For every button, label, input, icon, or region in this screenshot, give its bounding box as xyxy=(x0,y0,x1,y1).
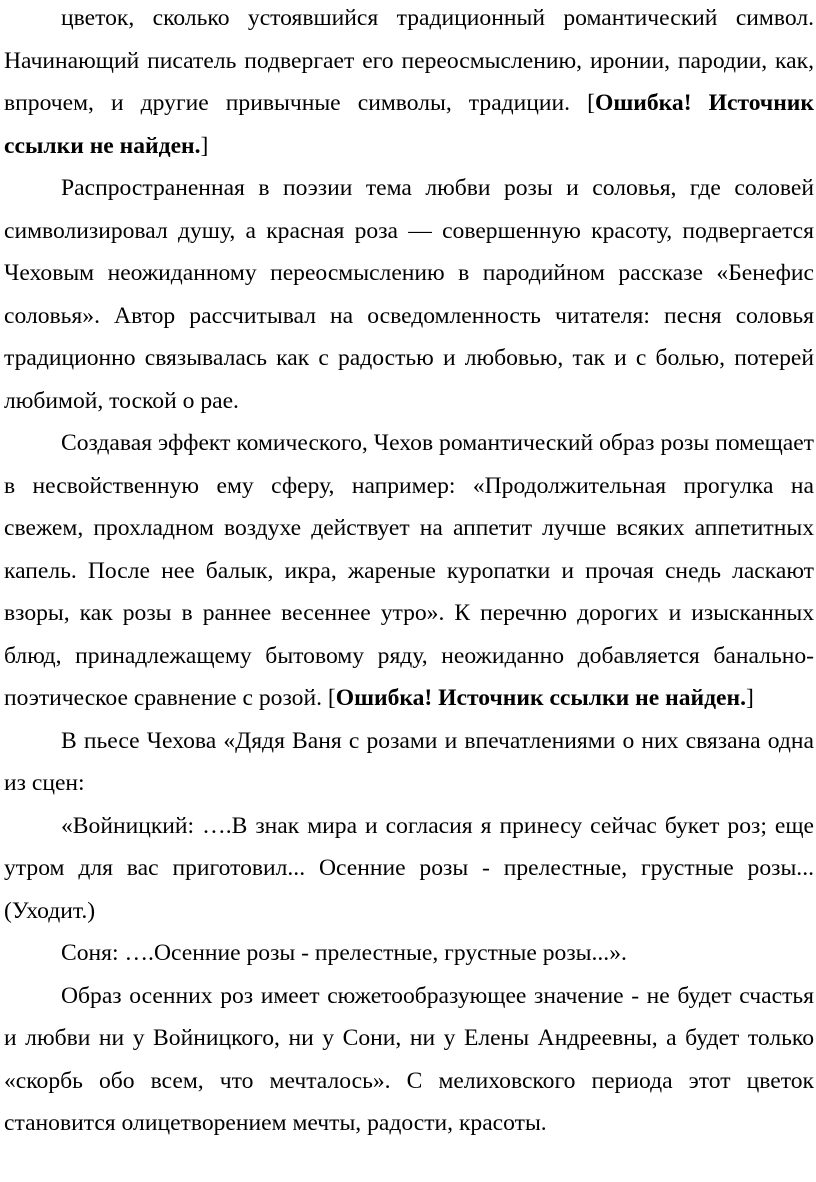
paragraph-3-closing: ] xyxy=(745,685,754,711)
paragraph-2-text: Распространенная в поэзии тема любви розы и соловья, где соловей символизировал душу, а красная роза — совершенную красоту, подвергается Чеховым неожиданному переосмыслению в пародийном рассказе «Бенефис соловья». Автор рассчитывал на осведомленность читателя: песня соловья традиционно связывалась как с радостью и любовью, так и с болью, потерей любимой, тоской о рае. xyxy=(4,175,814,414)
reference-error-1: Ошибка! Источник ссылки не найден. xyxy=(4,90,814,159)
paragraph-3 xyxy=(4,422,814,720)
paragraph-6 xyxy=(4,932,814,975)
paragraph-3-text: Создавая эффект комического, Чехов романтический образ розы помещает в несвойственную ему сферу, например: «Продолжительная прогулка на свежем, прохладном воздухе действует на аппетит лучше всяких аппетитных капель. После нее балык, икра, жареные куропатки и прочая снедь ласкают взоры, как розы в раннее весеннее утро». К перечню дорогих и изысканных блюд, принадлежащему бытовому ряду, неожиданно добавляется банально-поэтическое сравнение с розой. [ xyxy=(4,430,814,711)
paragraph-4-text: В пьесе Чехова «Дядя Ваня с розами и впечатлениями о них связана одна из сцен: xyxy=(4,727,814,796)
paragraph-2 xyxy=(4,167,814,422)
paragraph-1-closing: ] xyxy=(200,132,209,159)
document-body xyxy=(4,0,814,1145)
reference-error-2: Ошибка! Источник ссылки не найден. xyxy=(335,685,746,711)
paragraph-7 xyxy=(4,975,814,1145)
paragraph-1 xyxy=(4,0,814,167)
paragraph-5 xyxy=(4,805,814,933)
paragraph-4 xyxy=(4,720,814,805)
paragraph-6-text: Соня: ….Осенние розы - прелестные, грустные розы...». xyxy=(61,940,627,966)
paragraph-5-text: «Войницкий: ….В знак мира и согласия я принесу сейчас букет роз; еще утром для вас приготовил... Осенние розы - прелестные, грустные розы... (Уходит.) xyxy=(4,812,814,924)
paragraph-7-text: Образ осенних роз имеет сюжетообразующее значение - не будет счастья и любви ни у Войницкого, ни у Сони, ни у Елены Андреевны, а будет только «скорбь обо всем, что мечталось». С мелиховского периода этот цветок становится олицетворением мечты, радости, красоты. xyxy=(4,982,814,1136)
paragraph-1-text: цветок, сколько устоявшийся традиционный романтический символ. Начинающий писатель подвергает его переосмыслению, иронии, пародии, как, впрочем, и другие привычные символы, традиции. [ xyxy=(4,5,814,116)
